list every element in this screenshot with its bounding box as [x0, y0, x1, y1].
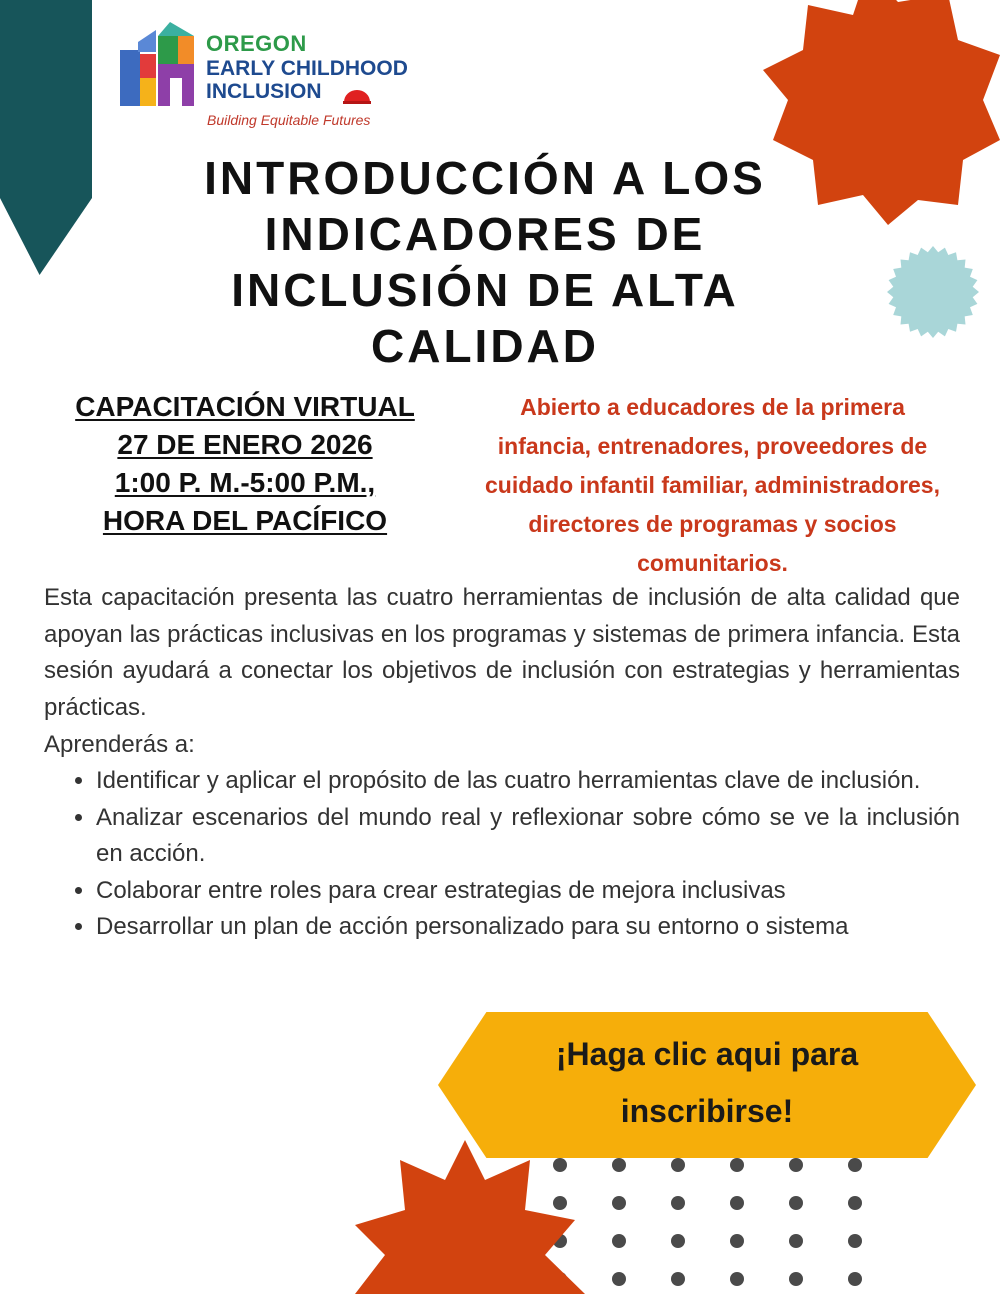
red-dome-icon: [342, 88, 372, 104]
event-details: [40, 388, 450, 540]
decor-dot: [789, 1158, 803, 1172]
decor-dot: [612, 1234, 626, 1248]
list-item: • Desarrollar un plan de acción personalizado para su entorno o sistema: [96, 909, 960, 946]
decor-dot: [671, 1234, 685, 1248]
audience-line: Abierto a educadores de la primera: [520, 394, 905, 420]
decor-dot: [730, 1158, 744, 1172]
audience-note: [440, 388, 985, 583]
audience-line: cuidado infantil familiar, administradores,: [485, 472, 940, 498]
title-line: INTRODUCCIÓN A LOS: [204, 152, 766, 204]
logo-wordmark: [206, 33, 408, 102]
logo-line-inclusion: INCLUSION: [206, 80, 322, 103]
decor-dot: [730, 1196, 744, 1210]
decor-dot: [848, 1272, 862, 1286]
learning-goals-label: Aprenderás a:: [44, 731, 195, 758]
intro-paragraph: Esta capacitación presenta las cuatro herramientas de inclusión de alta calidad que apoyan las prácticas inclusivas en los programas y sistemas de primera infancia. Esta sesión ayudará a conectar los objetivos de inclusión con estrategias y herramientas prácticas.: [44, 584, 960, 721]
audience-line: directores de programas y socios: [528, 511, 897, 537]
logo-tagline: Building Equitable Futures: [207, 112, 371, 128]
audience-line: infancia, entrenadores, proveedores de: [497, 433, 928, 459]
blue-burst-decoration: [886, 245, 980, 339]
title-line: INDICADORES DE: [264, 208, 706, 260]
register-label-line[interactable]: inscribirse!: [620, 1093, 794, 1129]
decor-dot: [848, 1234, 862, 1248]
list-item: • Colaborar entre roles para crear estrategias de mejora inclusivas: [96, 873, 960, 910]
event-format: CAPACITACIÓN VIRTUAL: [75, 391, 415, 422]
learning-goals-list: [44, 763, 960, 946]
decor-dot: [612, 1272, 626, 1286]
decor-dot: [671, 1272, 685, 1286]
decor-dot: [671, 1158, 685, 1172]
list-item: • Identificar y aplicar el propósito de las cuatro herramientas clave de inclusión.: [96, 763, 960, 800]
logo-line-early-childhood: EARLY CHILDHOOD: [206, 57, 408, 80]
decor-dot: [848, 1196, 862, 1210]
decor-dot: [789, 1234, 803, 1248]
decor-dot: [612, 1196, 626, 1210]
event-time: 1:00 P. M.-5:00 P.M.,: [114, 467, 376, 498]
title-line: INCLUSIÓN DE ALTA: [231, 264, 739, 316]
logo-line-oregon: OREGON: [206, 31, 307, 56]
register-label-line[interactable]: ¡Haga clic aqui para: [555, 1036, 859, 1072]
decor-dot: [612, 1158, 626, 1172]
decor-dot: [789, 1196, 803, 1210]
register-button-label[interactable]: [438, 1026, 976, 1140]
orange-star-decoration-bottom: [345, 1140, 595, 1294]
event-timezone: HORA DEL PACÍFICO: [102, 505, 388, 536]
decor-dot: [789, 1272, 803, 1286]
decor-dot: [730, 1234, 744, 1248]
page-title: [150, 150, 820, 374]
title-line: CALIDAD: [371, 320, 599, 372]
building-blocks-icon: [118, 22, 198, 107]
list-item: • Analizar escenarios del mundo real y reflexionar sobre cómo se ve la inclusión en acción.: [96, 800, 960, 873]
teal-ribbon-decoration: [0, 0, 92, 275]
decor-dot: [848, 1158, 862, 1172]
event-date: 27 DE ENERO 2026: [117, 429, 373, 460]
audience-line: comunitarios.: [637, 550, 788, 576]
decor-dot: [730, 1272, 744, 1286]
decor-dot: [671, 1196, 685, 1210]
